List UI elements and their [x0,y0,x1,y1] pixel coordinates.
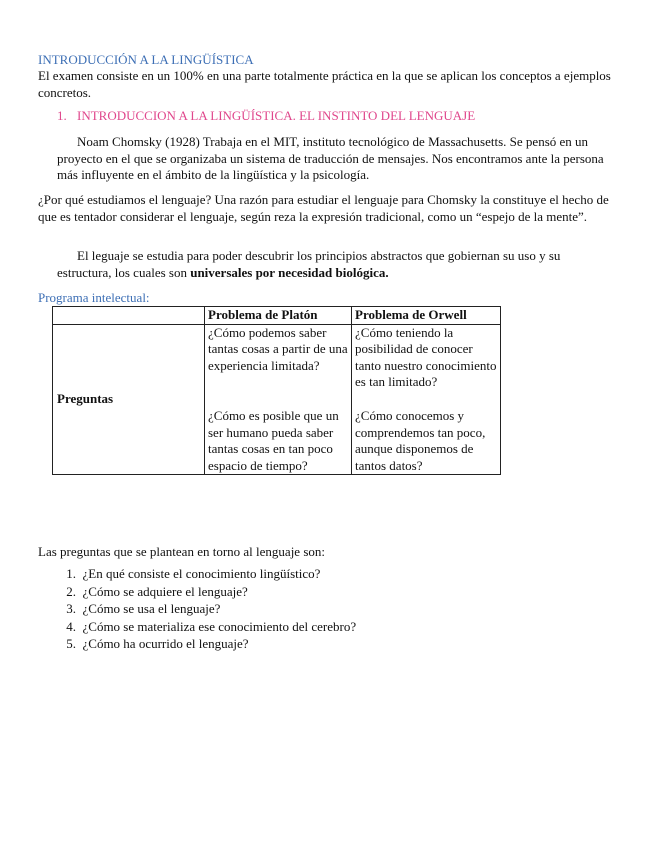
list-item [38,636,356,654]
questions-intro: Las preguntas que se plantean en torno al lenguaje son: [38,544,325,559]
questions-list [38,566,356,654]
list-number: 2. [66,583,76,599]
list-text: ¿Cómo se materializa ese conocimiento del cerebro? [82,618,357,634]
list-text: ¿Cómo se usa el lenguaje? [82,601,221,616]
cell-platon-q1 [205,324,352,408]
row-label-preguntas: Preguntas [53,324,205,475]
list-number: 5. [66,636,76,651]
list-number: 4. [66,618,76,634]
study-principles-bold: universales por necesidad biológica. [190,264,389,280]
document-title: INTRODUCCIÓN A LA LINGÜÍSTICA [38,52,254,67]
problems-table [52,306,501,475]
table-row [53,324,501,408]
why-study-paragraph: ¿Por qué estudiamos el lenguaje? Una razón para estudiar el lenguaje para Chomsky la constituye el hecho de que es tentador considerar el lenguaje, según reza la expresión tradicional, como un “espejo de la mente”. [38,192,609,224]
list-text: ¿En qué consiste el conocimiento lingüístico? [82,566,321,581]
section-heading-text: INTRODUCCION A LA LINGÜÍSTICA. EL INSTINTO DEL LENGUAJE [77,108,476,123]
study-principles-text: El leguaje se estudia para poder descubrir los principios abstractos que gobiernan su uso y su estructura, los cuales son [57,248,561,280]
intro-paragraph: El examen consiste en un 100% en una parte totalmente práctica en la que se aplican los conceptos a ejemplos concretos. [38,68,611,100]
list-number: 3. [66,601,76,616]
header-orwell: Problema de Orwell [352,307,501,325]
table-header-row [53,307,501,325]
list-item [38,601,356,619]
list-number: 1. [66,566,76,581]
list-item [38,584,356,602]
cell-spacer [355,391,497,408]
header-platon: Problema de Platón [205,307,352,325]
list-item [38,566,356,584]
cell-platon-q2: ¿Cómo es posible que un ser humano pueda saber tantas cosas en tan poco espacio de tiempo? [205,408,352,475]
cell-orwell-q1 [352,324,501,408]
section-number: 1. [57,108,67,123]
program-label: Programa intelectual: [38,290,150,305]
chomsky-paragraph: Noam Chomsky (1928) Trabaja en el MIT, instituto tecnológico de Massachusetts. Se pensó en un proyecto en el que se organizaba un sistema de traducción de mensajes. Nos encontramos ante la persona más influyente en el ámbito de la lingüística y la psicología. [57,134,604,182]
section-heading [57,108,475,125]
table-corner-cell [53,307,205,325]
cell-orwell-q2: ¿Cómo conocemos y comprendemos tan poco, aunque disponemos de tantos datos? [352,408,501,475]
orwell-q1-text: ¿Cómo teniendo la posibilidad de conocer tanto nuestro conocimiento es tan limitado? [355,324,497,389]
platon-q1-text: ¿Cómo podemos saber tantas cosas a partir de una experiencia limitada? [208,324,348,373]
cell-spacer [208,374,348,408]
list-item [38,619,356,637]
study-principles-paragraph [57,248,617,281]
list-text: ¿Cómo ha ocurrido el lenguaje? [82,636,249,651]
list-text: ¿Cómo se adquiere el lenguaje? [82,583,248,599]
